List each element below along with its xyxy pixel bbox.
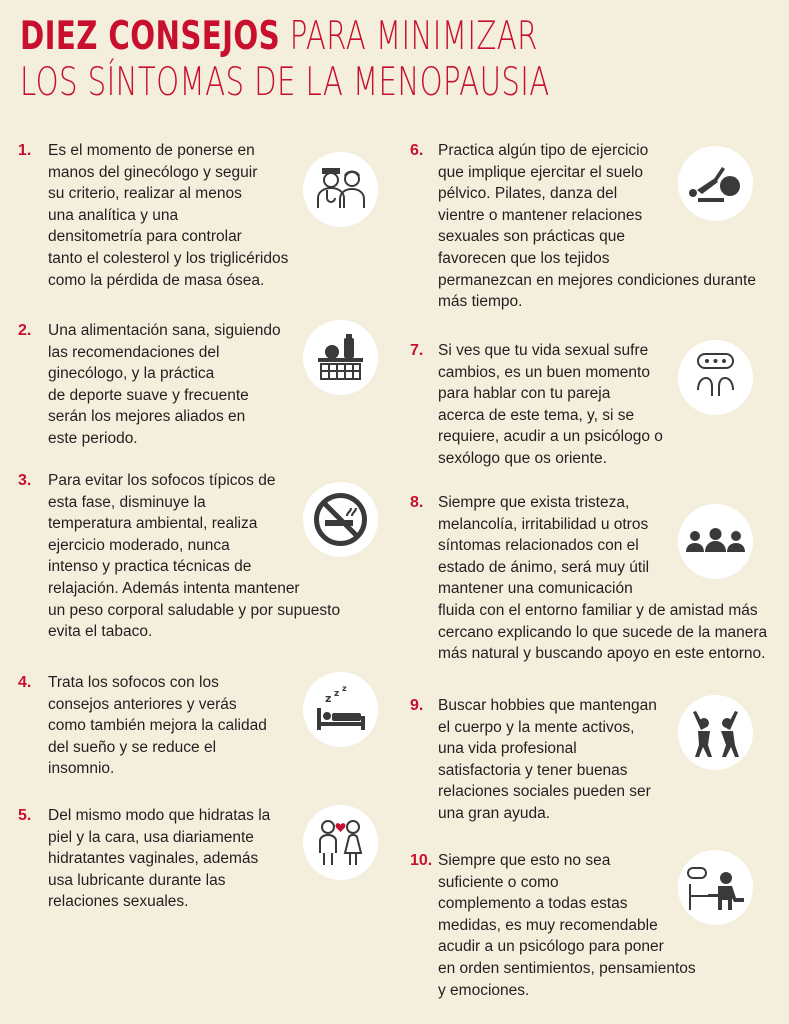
title-rest: PARA MINIMIZAR LOS SÍNTOMAS DE LA MENOPAUSIA [20,14,550,105]
high-five-icon [678,695,753,770]
tip-text: Si ves que tu vida sexual sufre cambios, es un buen momento para hablar con tu pareja acerca de este tema, y, si se requiere, acudir a un psicólogo o sexólogo que os oriente. [438,342,663,467]
page-title [20,14,590,106]
couple-heart-icon [303,805,378,880]
group-people-icon [678,504,753,579]
tip-number: 7. [410,342,424,359]
tip-number: 9. [410,697,424,714]
food-basket-icon [303,320,378,395]
tip-text: Buscar hobbies que mantengan el cuerpo y la mente activos, una vida profesional satisfactoria y tener buenas relaciones sociales pueden ser una gran ayuda. [438,697,657,822]
tip-number: 6. [410,142,424,159]
tip-number: 2. [18,322,32,339]
tip-number: 5. [18,807,32,824]
tip-text: Trata los sofocos con los consejos anteriores y verás como también mejora la calidad del sueño y se reduce el insomnio. [48,674,267,778]
tip-text: Es el momento de ponerse en manos del ginecólogo y seguir su criterio, realizar al menos una analítica y una densitometría para controlar tanto el colesterol y los triglicéridos como la pérdida de masa ósea. [48,142,289,289]
tip-text: Una alimentación sana, siguiendo las recomendaciones del ginecólogo, y la práctica de deporte suave y frecuente serán los mejores aliados en este periodo. [48,322,281,447]
tip-text: Siempre que esto no sea suficiente o como complemento a todas estas medidas, es muy recomendable acudir a un psicólogo para poner en orden sentimientos, pensamientos y emociones. [438,852,696,999]
sleeping-in-bed-icon [303,672,378,747]
no-smoking-icon [303,482,378,557]
tip-text: Para evitar los sofocos típicos de esta fase, disminuye la temperatura ambiental, realiza ejercicio moderado, nunca intenso y practica técnicas de relajación. Además intenta mantener un peso corporal saludable y por supuesto evita el tabaco. [48,472,341,641]
svg-text:z: z [342,684,347,693]
tip-number: 3. [18,472,32,489]
doctors-icon [303,152,378,227]
tip-number: 8. [410,494,424,511]
pilates-ball-icon [678,146,753,221]
tip-number: 10. [410,852,433,869]
svg-text:z: z [334,689,340,699]
title-bold: DIEZ CONSEJOS [20,14,281,59]
tip-number: 1. [18,142,32,159]
conversation-icon [678,340,753,415]
svg-text:z: z [325,692,332,705]
tip-text: Siempre que exista tristeza, melancolía, irritabilidad u otros síntomas relacionados con el estado de ánimo, será muy útil mantener una comunicación fluida con el entorno familiar y de amistad más cercano explicando lo que sucede de la manera más natural y buscando apoyo en este entorno. [438,494,768,663]
tip-text: Del mismo modo que hidratas la piel y la cara, usa diariamente hidratantes vaginales, además usa lubricante durante las relaciones sexuales. [48,807,271,911]
tip-text: Practica algún tipo de ejercicio que implique ejercitar el suelo pélvico. Pilates, danza del vientre o mantener relaciones sexuales son prácticas que favorecen que los tejidos permanezcan en mejores condiciones durante más tiempo. [438,142,756,311]
psychologist-icon [678,850,753,925]
tip-number: 4. [18,674,32,691]
